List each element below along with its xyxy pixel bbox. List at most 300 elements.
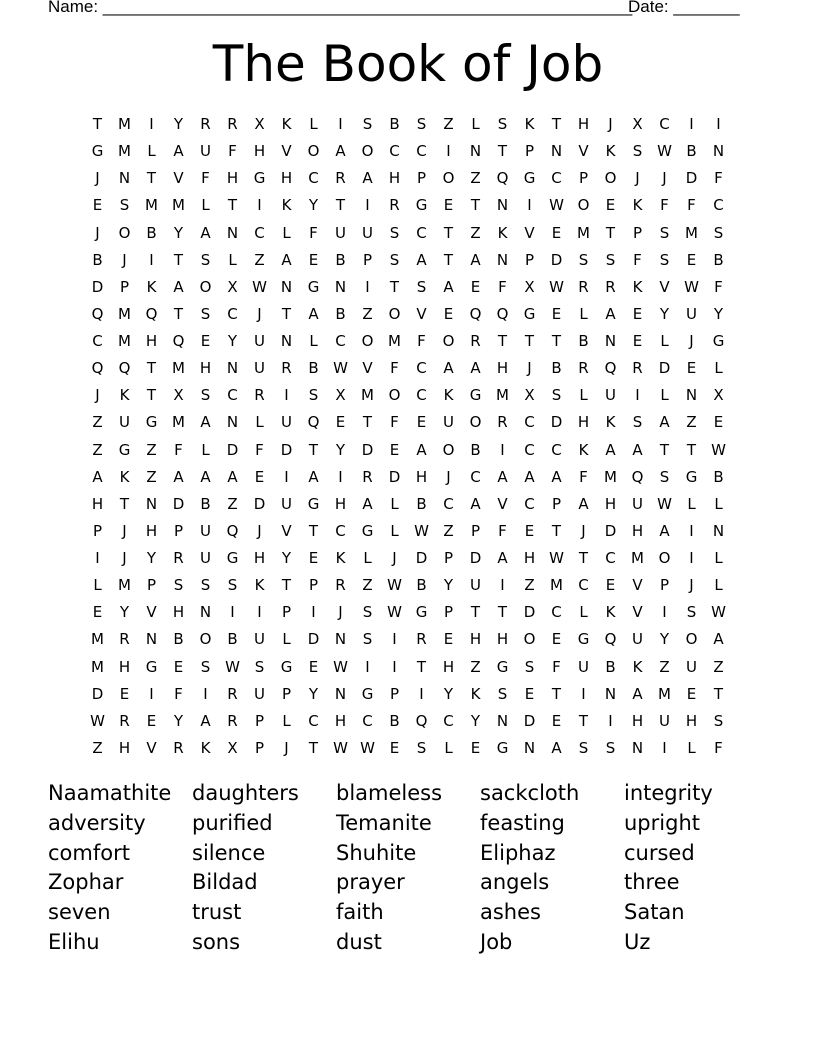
grid-letter: O bbox=[442, 440, 455, 459]
grid-letter: Z bbox=[686, 413, 697, 432]
grid-letter: K bbox=[119, 467, 130, 486]
grid-letter: I bbox=[689, 549, 694, 567]
grid-letter: A bbox=[416, 250, 427, 269]
grid-letter: F bbox=[309, 223, 318, 242]
grid-letter: O bbox=[442, 169, 455, 188]
grid-letter: L bbox=[201, 440, 210, 459]
grid-letter: A bbox=[92, 467, 103, 486]
grid-letter: I bbox=[392, 630, 397, 649]
grid-letter: T bbox=[578, 711, 589, 730]
grid-letter: T bbox=[470, 196, 481, 215]
grid-letter: E bbox=[686, 359, 697, 378]
grid-letter: Z bbox=[524, 576, 535, 595]
grid-letter: E bbox=[524, 521, 535, 540]
word-bank-item: adversity bbox=[48, 810, 146, 835]
grid-letter: J bbox=[284, 738, 289, 757]
grid-letter: T bbox=[308, 440, 319, 459]
grid-letter: N bbox=[523, 738, 536, 757]
grid-letter: Z bbox=[146, 467, 157, 486]
grid-letter: E bbox=[308, 657, 319, 676]
grid-letter: C bbox=[335, 521, 346, 540]
grid-letter: O bbox=[577, 196, 590, 215]
grid-letter: I bbox=[257, 196, 262, 215]
grid-letter: E bbox=[632, 304, 643, 323]
grid-letter: P bbox=[470, 521, 481, 540]
grid-letter: C bbox=[443, 494, 454, 513]
grid-letter: L bbox=[282, 711, 291, 730]
grid-letter: R bbox=[173, 738, 184, 757]
grid-letter: X bbox=[227, 738, 238, 757]
grid-letter: S bbox=[713, 223, 724, 242]
grid-letter: L bbox=[363, 549, 372, 567]
grid-letter: Y bbox=[335, 440, 346, 459]
grid-letter: Y bbox=[443, 576, 454, 595]
grid-letter: F bbox=[579, 467, 588, 486]
word-bank-item: faith bbox=[336, 900, 384, 925]
grid-letter: T bbox=[497, 142, 508, 161]
grid-letter: T bbox=[551, 115, 562, 133]
word-bank-item: Eliphaz bbox=[480, 840, 556, 865]
grid-letter: I bbox=[149, 684, 154, 703]
grid-letter: L bbox=[147, 142, 156, 161]
grid-letter: X bbox=[524, 386, 535, 405]
grid-letter: U bbox=[119, 413, 130, 432]
grid-letter: K bbox=[335, 549, 346, 567]
grid-letter: U bbox=[659, 711, 670, 730]
grid-letter: H bbox=[388, 169, 401, 188]
grid-letter: D bbox=[658, 359, 671, 378]
grid-letter: F bbox=[660, 196, 669, 215]
grid-letter: J bbox=[95, 169, 100, 188]
grid-letter: A bbox=[227, 467, 238, 486]
grid-letter: V bbox=[524, 223, 535, 242]
grid-letter: Z bbox=[713, 657, 724, 676]
grid-letter: V bbox=[416, 304, 427, 323]
grid-letter: J bbox=[392, 549, 397, 567]
grid-letter: V bbox=[146, 738, 157, 757]
date-field-label: Date: _______ bbox=[628, 0, 740, 16]
grid-row bbox=[84, 681, 732, 708]
grid-letter: S bbox=[497, 115, 508, 133]
grid-letter: P bbox=[281, 684, 292, 703]
grid-letter: N bbox=[145, 630, 158, 649]
grid-letter: C bbox=[551, 440, 562, 459]
grid-letter: Q bbox=[172, 332, 185, 350]
grid-letter: G bbox=[91, 142, 104, 161]
grid-letter: N bbox=[604, 684, 617, 703]
grid-letter: I bbox=[149, 115, 154, 133]
grid-letter: S bbox=[497, 684, 508, 703]
grid-letter: Z bbox=[470, 169, 481, 188]
grid-letter: S bbox=[362, 630, 373, 649]
grid-letter: C bbox=[308, 711, 319, 730]
grid-letter: T bbox=[551, 332, 562, 350]
grid-letter: F bbox=[201, 169, 210, 188]
grid-letter: W bbox=[549, 549, 564, 567]
grid-letter: D bbox=[307, 630, 320, 649]
grid-letter: M bbox=[685, 223, 698, 242]
grid-letter: Q bbox=[604, 359, 617, 378]
grid-letter: Q bbox=[307, 413, 320, 432]
grid-letter: T bbox=[659, 440, 670, 459]
grid-row bbox=[84, 301, 732, 328]
grid-letter: A bbox=[416, 440, 427, 459]
grid-letter: G bbox=[523, 304, 536, 323]
grid-letter: A bbox=[308, 304, 319, 323]
grid-letter: C bbox=[416, 359, 427, 378]
grid-letter: P bbox=[524, 142, 535, 161]
grid-letter: A bbox=[524, 467, 535, 486]
word-bank-item: purified bbox=[192, 810, 273, 835]
grid-letter: T bbox=[119, 494, 130, 513]
grid-letter: N bbox=[226, 359, 239, 378]
grid-letter: I bbox=[635, 386, 640, 405]
grid-letter: R bbox=[497, 413, 508, 432]
grid-letter: O bbox=[442, 332, 455, 350]
grid-letter: T bbox=[551, 521, 562, 540]
grid-letter: A bbox=[200, 413, 211, 432]
grid-letter: L bbox=[255, 413, 264, 432]
grid-letter: E bbox=[146, 711, 157, 730]
grid-letter: Q bbox=[91, 304, 104, 323]
grid-letter: T bbox=[389, 277, 400, 296]
grid-letter: T bbox=[470, 603, 481, 622]
grid-letter: V bbox=[281, 521, 292, 540]
grid-letter: A bbox=[308, 467, 319, 486]
grid-letter: T bbox=[713, 684, 724, 703]
page-title: The Book of Job bbox=[212, 35, 604, 93]
grid-letter: K bbox=[254, 576, 265, 595]
grid-letter: Q bbox=[91, 359, 104, 378]
grid-letter: A bbox=[659, 413, 670, 432]
grid-letter: E bbox=[551, 630, 562, 649]
grid-letter: M bbox=[658, 684, 671, 703]
grid-letter: I bbox=[230, 603, 235, 622]
grid-letter: A bbox=[497, 467, 508, 486]
grid-letter: I bbox=[689, 115, 694, 133]
grid-letter: Y bbox=[308, 684, 319, 703]
grid-letter: A bbox=[551, 738, 562, 757]
grid-letter: U bbox=[470, 576, 481, 595]
word-bank-item: blameless bbox=[336, 781, 443, 805]
grid-letter: E bbox=[173, 657, 184, 676]
grid-letter: U bbox=[362, 223, 373, 242]
grid-letter: X bbox=[632, 115, 643, 133]
grid-row bbox=[84, 518, 732, 545]
grid-letter: U bbox=[200, 549, 211, 567]
grid-letter: E bbox=[551, 711, 562, 730]
word-bank-item: Zophar bbox=[48, 870, 124, 895]
grid-letter: B bbox=[173, 630, 184, 649]
grid-letter: B bbox=[713, 250, 724, 269]
grid-letter: C bbox=[470, 467, 481, 486]
grid-letter: T bbox=[578, 549, 589, 567]
grid-letter: H bbox=[118, 657, 131, 676]
grid-letter: R bbox=[227, 684, 238, 703]
grid-letter: L bbox=[282, 630, 291, 649]
grid-letter: I bbox=[365, 196, 370, 215]
grid-letter: Q bbox=[469, 304, 482, 323]
grid-letter: X bbox=[524, 277, 535, 296]
grid-letter: O bbox=[685, 630, 698, 649]
grid-letter: S bbox=[173, 576, 184, 595]
grid-letter: X bbox=[227, 277, 238, 296]
grid-letter: O bbox=[118, 223, 131, 242]
grid-letter: D bbox=[550, 250, 563, 269]
grid-letter: H bbox=[523, 549, 536, 567]
grid-letter: T bbox=[443, 250, 454, 269]
grid-letter: H bbox=[334, 494, 347, 513]
grid-row bbox=[84, 382, 732, 409]
grid-letter: E bbox=[443, 630, 454, 649]
grid-letter: B bbox=[713, 467, 724, 486]
grid-row bbox=[84, 491, 732, 518]
grid-letter: Z bbox=[227, 494, 238, 513]
grid-letter: A bbox=[497, 549, 508, 567]
grid-letter: D bbox=[415, 549, 428, 567]
grid-letter: G bbox=[577, 630, 590, 649]
grid-letter: E bbox=[389, 738, 400, 757]
grid-letter: I bbox=[149, 250, 154, 269]
grid-letter: F bbox=[174, 684, 183, 703]
grid-letter: V bbox=[632, 576, 643, 595]
grid-letter: O bbox=[361, 142, 374, 161]
grid-letter: P bbox=[524, 250, 535, 269]
grid-letter: T bbox=[146, 386, 157, 405]
grid-letter: D bbox=[253, 494, 266, 513]
grid-letter: Z bbox=[443, 521, 454, 540]
grid-letter: N bbox=[334, 630, 347, 649]
grid-letter: O bbox=[199, 630, 212, 649]
grid-letter: A bbox=[551, 467, 562, 486]
word-bank-item: cursed bbox=[624, 840, 695, 865]
grid-letter: J bbox=[257, 304, 262, 323]
grid-letter: U bbox=[254, 630, 265, 649]
grid-letter: N bbox=[496, 196, 509, 215]
grid-letter: C bbox=[551, 603, 562, 622]
grid-letter: M bbox=[388, 332, 401, 350]
grid-letter: M bbox=[118, 304, 131, 323]
grid-letter: J bbox=[122, 250, 127, 269]
grid-letter: E bbox=[713, 413, 724, 432]
grid-letter: E bbox=[686, 684, 697, 703]
word-bank-item: integrity bbox=[624, 781, 713, 805]
grid-letter: S bbox=[578, 250, 589, 269]
grid-letter: H bbox=[442, 657, 455, 676]
grid-letter: H bbox=[172, 603, 185, 622]
grid-letter: N bbox=[496, 711, 509, 730]
grid-letter: A bbox=[605, 304, 616, 323]
grid-letter: H bbox=[604, 494, 617, 513]
grid-letter: Y bbox=[173, 115, 184, 133]
grid-letter: D bbox=[91, 684, 104, 703]
grid-letter: W bbox=[90, 711, 105, 730]
grid-letter: S bbox=[362, 603, 373, 622]
grid-letter: S bbox=[308, 386, 319, 405]
grid-letter: Z bbox=[659, 657, 670, 676]
grid-row bbox=[84, 735, 732, 762]
grid-letter: N bbox=[334, 684, 347, 703]
grid-letter: Q bbox=[226, 521, 239, 540]
grid-letter: S bbox=[389, 250, 400, 269]
grid-letter: S bbox=[362, 115, 373, 133]
grid-letter: N bbox=[145, 494, 158, 513]
grid-letter: B bbox=[416, 494, 427, 513]
grid-letter: N bbox=[334, 277, 347, 296]
grid-letter: K bbox=[605, 142, 616, 161]
grid-letter: S bbox=[605, 738, 616, 757]
grid-letter: Y bbox=[659, 304, 670, 323]
grid-letter: R bbox=[632, 359, 643, 378]
grid-letter: C bbox=[389, 142, 400, 161]
grid-letter: Z bbox=[362, 576, 373, 595]
grid-letter: K bbox=[497, 223, 508, 242]
grid-letter: Y bbox=[146, 549, 157, 567]
grid-letter: H bbox=[415, 467, 428, 486]
grid-letter: N bbox=[550, 142, 563, 161]
grid-letter: M bbox=[496, 386, 509, 405]
grid-letter: J bbox=[122, 521, 127, 540]
grid-letter: H bbox=[199, 359, 212, 378]
grid-letter: I bbox=[284, 386, 289, 405]
grid-letter: Y bbox=[173, 711, 184, 730]
grid-row bbox=[84, 654, 732, 681]
grid-row bbox=[84, 355, 732, 382]
grid-letter: F bbox=[714, 277, 723, 296]
grid-letter: C bbox=[227, 386, 238, 405]
grid-letter: H bbox=[685, 711, 698, 730]
grid-letter: N bbox=[712, 142, 725, 161]
grid-letter: T bbox=[686, 440, 697, 459]
grid-letter: W bbox=[225, 657, 240, 676]
grid-letter: R bbox=[254, 386, 265, 405]
grid-letter: Y bbox=[281, 549, 292, 567]
grid-row bbox=[84, 708, 732, 735]
grid-letter: M bbox=[118, 115, 131, 133]
grid-letter: G bbox=[523, 169, 536, 188]
grid-letter: Y bbox=[173, 223, 184, 242]
grid-letter: E bbox=[389, 440, 400, 459]
grid-letter: A bbox=[362, 169, 373, 188]
grid-letter: T bbox=[605, 223, 616, 242]
grid-letter: L bbox=[714, 359, 723, 378]
grid-letter: S bbox=[200, 576, 211, 595]
grid-letter: Z bbox=[146, 440, 157, 459]
grid-row bbox=[84, 138, 732, 165]
grid-letter: S bbox=[578, 738, 589, 757]
grid-letter: P bbox=[362, 250, 373, 269]
grid-letter: K bbox=[632, 277, 643, 296]
grid-letter: K bbox=[605, 603, 616, 622]
grid-letter: Z bbox=[254, 250, 265, 269]
grid-letter: N bbox=[118, 169, 131, 188]
word-bank-item: comfort bbox=[48, 840, 130, 865]
grid-letter: Q bbox=[496, 304, 509, 323]
grid-letter: C bbox=[443, 711, 454, 730]
grid-letter: S bbox=[605, 250, 616, 269]
grid-letter: I bbox=[338, 115, 343, 133]
grid-letter: H bbox=[118, 738, 131, 757]
grid-letter: H bbox=[577, 413, 590, 432]
grid-letter: L bbox=[201, 196, 210, 215]
grid-letter: L bbox=[390, 521, 399, 540]
grid-letter: T bbox=[362, 413, 373, 432]
grid-letter: O bbox=[388, 386, 401, 405]
grid-letter: V bbox=[281, 142, 292, 161]
grid-letter: A bbox=[470, 494, 481, 513]
grid-row bbox=[84, 111, 732, 138]
grid-letter: W bbox=[711, 440, 726, 459]
grid-letter: X bbox=[173, 386, 184, 405]
word-bank-item: sackcloth bbox=[480, 781, 580, 805]
grid-letter: Y bbox=[308, 196, 319, 215]
grid-letter: R bbox=[578, 359, 589, 378]
grid-letter: E bbox=[92, 603, 103, 622]
grid-letter: X bbox=[254, 115, 265, 133]
grid-letter: Z bbox=[92, 413, 103, 432]
grid-letter: U bbox=[200, 521, 211, 540]
grid-letter: N bbox=[604, 332, 617, 350]
grid-letter: R bbox=[416, 630, 427, 649]
grid-letter: U bbox=[686, 657, 697, 676]
grid-letter: D bbox=[91, 277, 104, 296]
grid-letter: U bbox=[605, 386, 616, 405]
grid-letter: L bbox=[471, 115, 480, 133]
word-bank-item: Naamathite bbox=[48, 781, 172, 805]
grid-letter: U bbox=[443, 413, 454, 432]
grid-letter: C bbox=[254, 223, 265, 242]
grid-letter: S bbox=[632, 142, 643, 161]
grid-letter: T bbox=[524, 332, 535, 350]
grid-letter: L bbox=[93, 576, 102, 595]
word-bank-item: daughters bbox=[192, 781, 299, 805]
word-bank-item: ashes bbox=[480, 900, 541, 925]
grid-letter: E bbox=[470, 738, 481, 757]
grid-letter: H bbox=[469, 630, 482, 649]
grid-letter: H bbox=[145, 332, 158, 350]
grid-letter: P bbox=[443, 603, 454, 622]
grid-letter: P bbox=[173, 521, 184, 540]
grid-letter: H bbox=[91, 494, 104, 513]
grid-letter: C bbox=[551, 169, 562, 188]
word-bank-item: upright bbox=[624, 810, 700, 835]
grid-letter: C bbox=[227, 304, 238, 323]
grid-letter: E bbox=[308, 250, 319, 269]
word-bank-item: Job bbox=[480, 929, 513, 954]
grid-letter: M bbox=[577, 223, 590, 242]
grid-letter: L bbox=[579, 603, 588, 622]
grid-letter: J bbox=[608, 115, 613, 133]
grid-letter: F bbox=[687, 196, 696, 215]
grid-letter: T bbox=[308, 738, 319, 757]
grid-letter: U bbox=[335, 223, 346, 242]
grid-letter: Y bbox=[119, 603, 130, 622]
letter-grid bbox=[84, 111, 732, 762]
grid-letter: Z bbox=[470, 657, 481, 676]
grid-letter: J bbox=[527, 359, 532, 378]
grid-letter: A bbox=[173, 467, 184, 486]
grid-letter: H bbox=[280, 169, 293, 188]
grid-letter: A bbox=[659, 521, 670, 540]
grid-letter: S bbox=[713, 711, 724, 730]
grid-letter: E bbox=[443, 196, 454, 215]
grid-letter: C bbox=[605, 549, 616, 567]
grid-letter: P bbox=[146, 576, 157, 595]
grid-letter: B bbox=[227, 630, 238, 649]
grid-letter: K bbox=[200, 738, 211, 757]
grid-letter: D bbox=[388, 467, 401, 486]
grid-row bbox=[84, 192, 732, 219]
